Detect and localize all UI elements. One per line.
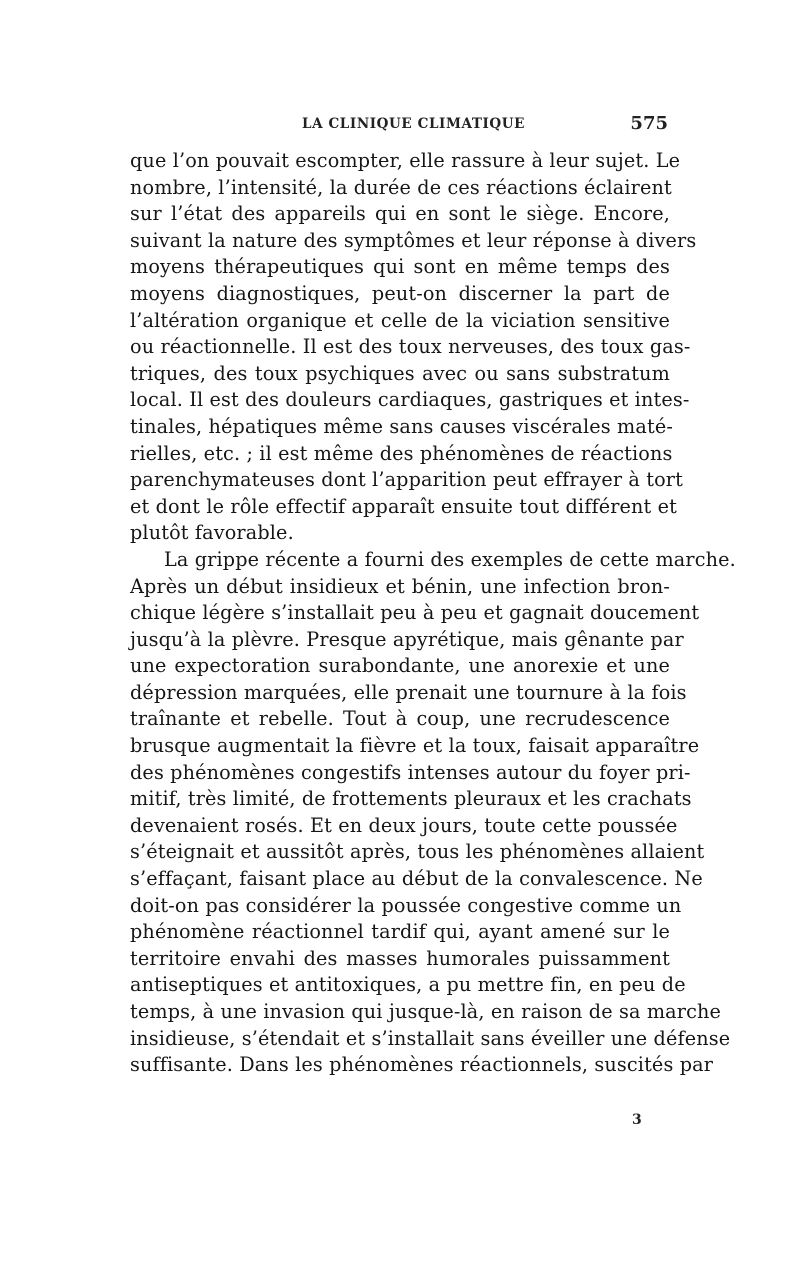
text-line: mitif, très limité, de frottements pleuraux et les crachats — [130, 787, 692, 811]
page-number: 575 — [630, 113, 668, 134]
running-header — [130, 113, 668, 140]
text-line: local. Il est des douleurs cardiaques, gastriques et intes- — [130, 388, 690, 412]
text-line: chique légère s’installait peu à peu et gagnait doucement — [130, 601, 700, 625]
text-line: antiseptiques et antitoxiques, a pu mettre fin, en peu de — [130, 973, 686, 997]
paragraph — [130, 148, 697, 547]
text-line: jusqu’à la plèvre. Presque apyrétique, mais gênante par — [130, 627, 684, 651]
text-line: Après un début insidieux et bénin, une infection bron- — [130, 574, 670, 598]
signature-mark: 3 — [632, 1112, 642, 1128]
text-line: doit-on pas considérer la poussée congestive comme un — [130, 893, 682, 917]
text-line: tinales, hépatiques même sans causes viscérales maté- — [130, 414, 673, 438]
text-line: moyens diagnostiques, peut-on discerner la part de — [130, 281, 670, 305]
text-line: devenaient rosés. Et en deux jours, toute cette poussée — [130, 813, 678, 837]
text-line: que l’on pouvait escompter, elle rassure à leur sujet. Le — [130, 149, 681, 172]
text-line: traînante et rebelle. Tout à coup, une recrudescence — [130, 707, 670, 731]
text-line: rielles, etc. ; il est même des phénomènes de réactions — [130, 441, 673, 465]
text-line: territoire envahi des masses humorales puissamment — [130, 946, 670, 970]
text-line: ou réactionnelle. Il est des toux nerveuses, des toux gas- — [130, 335, 691, 359]
text-line: s’éteignait et aussitôt après, tous les phénomènes allaient — [130, 840, 705, 864]
text-line: parenchymateuses dont l’apparition peut effrayer à tort — [130, 468, 683, 492]
text-line: moyens thérapeutiques qui sont en même temps des — [130, 255, 670, 279]
text-line: brusque augmentait la fièvre et la toux, faisait apparaître — [130, 734, 700, 758]
running-title: LA CLINIQUE CLIMATIQUE — [302, 116, 526, 132]
text-line: sur l’état des appareils qui en sont le siège. Encore, — [130, 202, 670, 226]
body-text — [130, 148, 736, 1079]
text-line: s’effaçant, faisant place au début de la convalescence. Ne — [130, 867, 703, 891]
text-line: suivant la nature des symptômes et leur réponse à divers — [130, 228, 697, 252]
paragraph — [130, 547, 736, 1079]
text-line: insidieuse, s’étendait et s’installait sans éveiller une défense — [130, 1026, 731, 1050]
text-line: suffisante. Dans les phénomènes réactionnels, suscités par — [130, 1053, 714, 1077]
text-line: phénomène réactionnel tardif qui, ayant amené sur le — [130, 920, 670, 944]
text-line: une expectoration surabondante, une anorexie et une — [130, 654, 670, 678]
text-line: dépression marquées, elle prenait une tournure à la fois — [130, 680, 687, 704]
text-line: des phénomènes congestifs intenses autour du foyer pri- — [130, 760, 691, 784]
text-line: l’altération organique et celle de la viciation sensitive — [130, 308, 670, 332]
text-line: La grippe récente a fourni des exemples de cette marche. — [164, 547, 736, 571]
text-line: plutôt favorable. — [130, 521, 294, 545]
text-line: triques, des toux psychiques avec ou sans substratum — [130, 361, 670, 385]
text-line: nombre, l’intensité, la durée de ces réactions éclairent — [130, 175, 672, 199]
text-line: temps, à une invasion qui jusque-là, en raison de sa marche — [130, 1000, 721, 1023]
text-line: et dont le rôle effectif apparaît ensuite tout différent et — [130, 494, 678, 518]
